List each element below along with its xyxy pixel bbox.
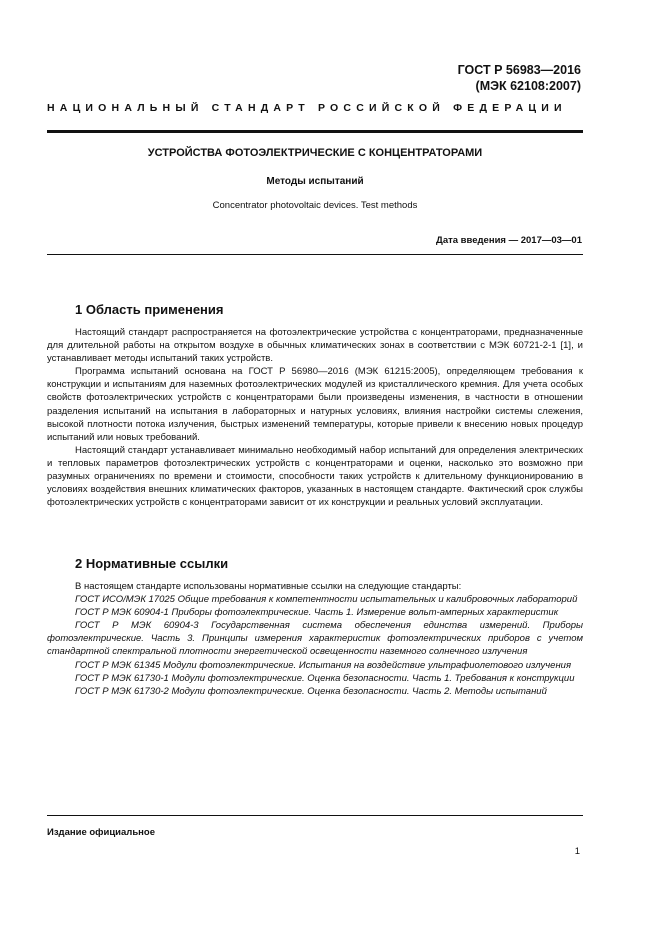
iec-number: (МЭК 62108:2007) [475, 79, 581, 93]
section-1-body [47, 326, 583, 509]
standard-number: ГОСТ Р 56983—2016 [457, 63, 581, 77]
footer-rule [47, 815, 583, 816]
document-title: УСТРОЙСТВА ФОТОЭЛЕКТРИЧЕСКИЕ С КОНЦЕНТРАТОРАМИ [147, 147, 483, 159]
english-title: Concentrator photovoltaic devices. Test methods [212, 200, 418, 211]
paragraph: Настоящий стандарт устанавливает минимально необходимый набор испытаний для определения электрических и тепловых параметров фотоэлектрических устройств с концентраторами и оценки, насколько это возможно при разумных ограничениях по времени и стоимости, способности таких устройств к длительному функционированию в условиях воздействия внешних климатических факторов, указанных в настоящем стандарте. Фактический срок службы фотоэлектрических устройств с концентраторами зависит от их конструкции и реальных условий эксплуатации. [47, 444, 583, 509]
date-rule [47, 254, 583, 255]
paragraph: Настоящий стандарт распространяется на фотоэлектрические устройства с концентраторами, предназначенные для длительной работы на открытом воздухе в обычных климатических зонах в соответствии с МЭК 60721-2-1 [1], и устанавливает методы испытаний таких устройств. [47, 327, 583, 365]
reference-item: ГОСТ Р МЭК 60904-1 Приборы фотоэлектрические. Часть 1. Измерение вольт-амперных характеристик [75, 607, 559, 619]
page-number: 1 [574, 846, 580, 857]
normative-references [47, 580, 583, 698]
paragraph: Программа испытаний основана на ГОСТ Р 56980—2016 (МЭК 61215:2005), определяющем требования к конструкции и испытаниям для наземных фотоэлектрических модулей из кристаллического кремния. Для учета особых свойств фотоэлектрических устройств с концентраторами были произведены изменения, в частности в отношении разделения испытаний на испытания в лабораторных и натурных условиях, влияния настройки системы слежения, высокой плотности потока излучения, быстрых изменений температуры, которые привели к внесению новых процедур испытаний или новых требований. [47, 366, 583, 443]
standard-designation [458, 62, 581, 94]
national-standard-banner: НАЦИОНАЛЬНЫЙ СТАНДАРТ РОССИЙСКОЙ ФЕДЕРАЦИИ [47, 102, 567, 114]
reference-item: ГОСТ Р МЭК 61730-1 Модули фотоэлектрические. Оценка безопасности. Часть 1. Требования к конструкции [75, 672, 575, 684]
references-intro: В настоящем стандарте использованы нормативные ссылки на следующие стандарты: [75, 581, 462, 592]
document-subtitle: Методы испытаний [266, 176, 364, 187]
header-rule [47, 130, 583, 133]
reference-item: ГОСТ ИСО/МЭК 17025 Общие требования к компетентности испытательных и калибровочных лабораторий [75, 594, 578, 606]
reference-item: ГОСТ Р МЭК 61730-2 Модули фотоэлектрические. Оценка безопасности. Часть 2. Методы испытаний [75, 685, 547, 697]
reference-item: ГОСТ Р МЭК 61345 Модули фотоэлектрические. Испытания на воздействие ультрафиолетового излучения [75, 659, 572, 671]
introduction-date: Дата введения — 2017—03—01 [436, 235, 582, 246]
section-2-heading: 2 Нормативные ссылки [75, 556, 229, 571]
section-1-heading: 1 Область применения [75, 302, 224, 317]
reference-item: ГОСТ Р МЭК 60904-3 Государственная система обеспечения единства измерений. Приборы фотоэлектрические. Часть 3. Принципы измерения характеристик фотоэлектрических приборов с учетом стандартной спектральной плотности энергетической освещенности наземного солнечного излучения [47, 620, 583, 658]
official-edition-label: Издание официальное [47, 827, 155, 838]
